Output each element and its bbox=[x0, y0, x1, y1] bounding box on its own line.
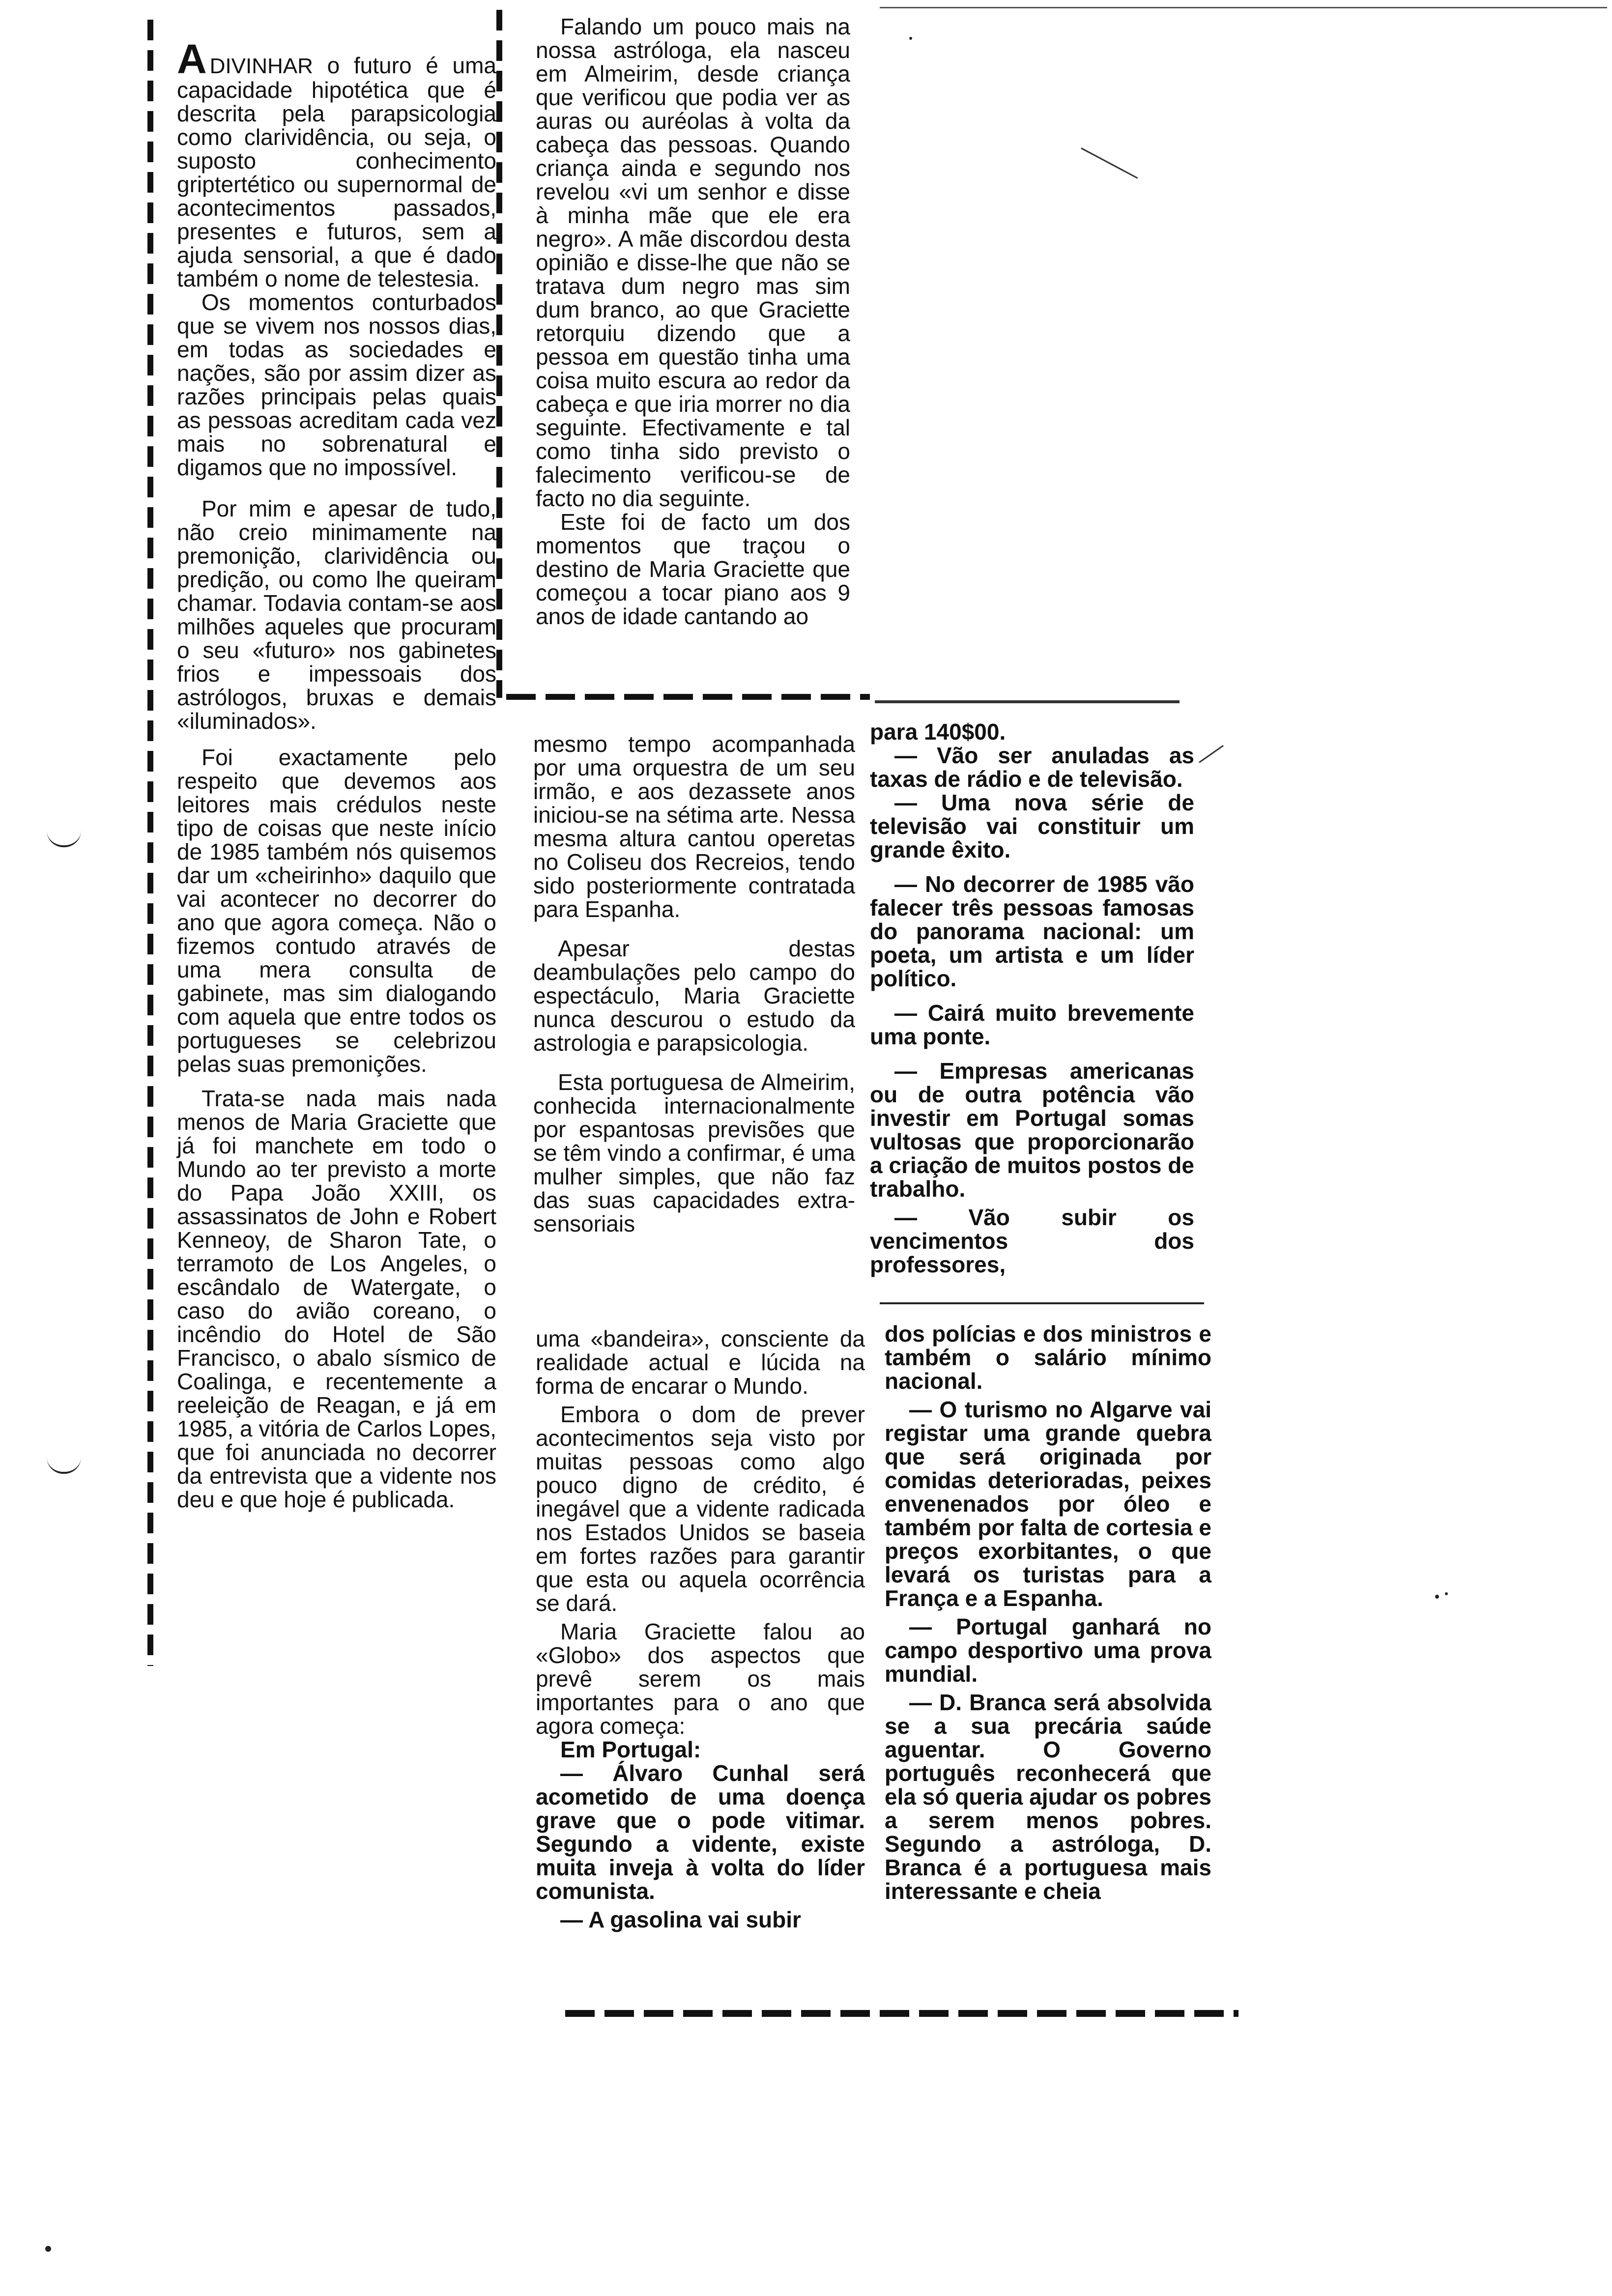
paragraph: Maria Graciette falou ao «Globo» dos aspectos que prevê serem os mais importantes para o ano que agora começa: bbox=[536, 1619, 865, 1739]
paragraph: Apesar destas deambulações pelo campo do espectáculo, Maria Graciette nunca descurou o estudo da astrologia e parapsicologia. bbox=[533, 936, 855, 1056]
left-dashed-rule bbox=[147, 20, 153, 1666]
bottom-dashed-rule bbox=[565, 2010, 1238, 2017]
paragraph: Esta portuguesa de Almeirim, conhecida internacionalmente por espantosas previsões que se têm vindo a confirmar, é uma mulher simples, que não faz das suas capacidades extra-sensoriais bbox=[533, 1069, 855, 1236]
prediction-item: — No decorrer de 1985 vão falecer três pessoas famosas do panorama nacional: um poeta, um artista e um líder político. bbox=[870, 871, 1194, 991]
prediction-item: — Portugal ganhará no campo desportivo uma prova mundial. bbox=[885, 1614, 1211, 1687]
prediction-item: — Vão subir os vencimentos dos professores, bbox=[870, 1205, 1194, 1277]
article-column-5 bbox=[536, 1327, 865, 1931]
paragraph: uma «bandeira», consciente da realidade actual e lúcida na forma de encarar o Mundo. bbox=[536, 1326, 865, 1399]
paragraph: Por mim e apesar de tudo, não creio minimamente na premonição, clarividência ou predição, ou como lhe queiram chamar. Todavia contam-se aos milhões aqueles que procuram o seu «futuro» nos gabinetes frios e impessoais dos astrólogos, bruxas e demais «iluminados». bbox=[177, 496, 496, 734]
prediction-item: — Cairá muito brevemente uma ponte. bbox=[870, 1000, 1194, 1049]
stray-stroke bbox=[1199, 745, 1224, 763]
article-column-4 bbox=[870, 720, 1194, 1276]
speck bbox=[1445, 1592, 1448, 1595]
margin-mark bbox=[47, 1457, 81, 1474]
prediction-item: — Empresas americanas ou de outra potência vão investir em Portugal somas vultosas que proporcionarão a criação de muitos postos de trabalho. bbox=[870, 1058, 1194, 1202]
prediction-item: — D. Branca será absolvida se a sua precária saúde aguentar. O Governo português reconhecerá que ela só queria ajudar os pobres a serem menos pobres. Segundo a astróloga, D. Branca é a portuguesa mais interessante e cheia bbox=[885, 1690, 1211, 1904]
paragraph: Embora o dom de prever acontecimentos seja visto por muitas pessoas como algo pouco digno de crédito, é inegável que a vidente radicada nos Estados Unidos se baseia em fortes razões para garantir que esta ou aquela ocorrência se dará. bbox=[536, 1402, 865, 1616]
section-subheading: Em Portugal: bbox=[560, 1737, 701, 1762]
paragraph: Foi exactamente pelo respeito que devemos aos leitores mais crédulos neste tipo de coisas que neste início de 1985 também nós quisemos dar um «cheirinho» daquilo que vai acontecer no decorrer do ano que agora começa. Não o fizemos contudo através de uma mera consulta de gabinete, mas sim dialogando com aquela que entre todos os portugueses se celebrizou pelas suas premonições. bbox=[177, 745, 496, 1077]
speck bbox=[45, 2246, 51, 2252]
article-column-1 bbox=[177, 36, 496, 1512]
middle-horizontal-rule bbox=[506, 694, 870, 700]
paragraph: Trata-se nada mais nada menos de Maria Graciette que já foi manchete em todo o Mundo ao ter previsto a morte do Papa João XXIII, os assassinatos de John e Robert Kenneoy, de Sharon Tate, o terramoto de Los Angeles, o escândalo de Watergate, o caso do avião coreano, o incêndio do Hotel de São Francisco, o abalo sísmico de Coalinga, e recentemente a reeleição de Reagan, e já em 1985, a vitória de Carlos Lopes, que foi anunciada no decorrer da entrevista que a vidente nos deu e que hoje é publicada. bbox=[177, 1086, 496, 1512]
article-column-3 bbox=[533, 732, 855, 1235]
dropcap: A bbox=[177, 36, 207, 82]
prediction-item: — Uma nova série de televisão vai constituir um grande êxito. bbox=[870, 790, 1194, 862]
col3-top-rule bbox=[875, 700, 1180, 703]
paragraph: Os momentos conturbados que se vivem nos nossos dias, em todas as sociedades e nações, são por assim dizer as razões principais pelas quais as pessoas acreditam cada vez mais no sobrenatural e digamos que no impossível. bbox=[177, 289, 496, 480]
prediction-item: — Álvaro Cunhal será acometido de uma doença grave que o pode vitimar. Segundo a vidente, existe muita inveja à volta do líder comunista. bbox=[536, 1760, 865, 1904]
article-column-6 bbox=[885, 1322, 1211, 1903]
prediction-item: — Vão ser anuladas as taxas de rádio e de televisão. bbox=[870, 743, 1194, 792]
lead-paragraph bbox=[177, 36, 496, 291]
paragraph: Este foi de facto um dos momentos que traçou o destino de Maria Graciette que começou a tocar piano aos 9 anos de idade cantando ao bbox=[536, 509, 850, 629]
col6-top-rule bbox=[880, 1302, 1204, 1304]
speck bbox=[909, 37, 912, 40]
paragraph: Falando um pouco mais na nossa astróloga, ela nasceu em Almeirim, desde criança que verificou que podia ver as auras ou auréolas à volta da cabeça das pessoas. Quando criança ainda e segundo nos revelou «vi um senhor e disse à minha mãe que ele era negro». A mãe discordou desta opinião e disse-lhe que não se tratava dum negro mas sim dum branco, ao que Graciette retorquiu dizendo que a pessoa em questão tinha uma coisa muito escura ao redor da cabeça e que iria morrer no dia seguinte. Efectivamente e tal como tinha sido previsto o falecimento verificou-se de facto no dia seguinte. bbox=[536, 14, 850, 511]
paragraph: dos polícias e dos ministros e também o salário mínimo nacional. bbox=[885, 1321, 1211, 1394]
speck bbox=[1435, 1595, 1439, 1599]
paragraph: para 140$00. bbox=[870, 719, 1006, 745]
top-right-rule bbox=[880, 7, 1607, 8]
stray-stroke bbox=[1081, 147, 1138, 179]
middle-dashed-rule bbox=[496, 10, 502, 698]
article-column-2 bbox=[536, 15, 850, 628]
paragraph: mesmo tempo acompanhada por uma orquestra de um seu irmão, e aos dezassete anos iniciou-se na sétima arte. Nessa mesma altura cantou operetas no Coliseu dos Recreios, tendo sido posteriormente contratada para Espanha. bbox=[533, 731, 855, 922]
prediction-item: — A gasolina vai subir bbox=[560, 1907, 801, 1932]
lead-text: o futuro é uma capacidade hipotética que é descrita pela parapsicologia como clarividência, ou seja, o suposto conhecimento griptertético ou supernormal de acontecimentos passados, presentes e futuros, sem a ajuda sensorial, a que é dado também o nome de telestesia. bbox=[177, 53, 496, 291]
prediction-item: — O turismo no Algarve vai registar uma grande quebra que será originada por comidas deterioradas, peixes envenenados por óleo e também por falta de cortesia e preços exorbitantes, o que levará os turistas para a França e a Espanha. bbox=[885, 1397, 1211, 1611]
margin-mark bbox=[47, 831, 81, 847]
lead-caps: DIVINHAR bbox=[209, 54, 313, 78]
